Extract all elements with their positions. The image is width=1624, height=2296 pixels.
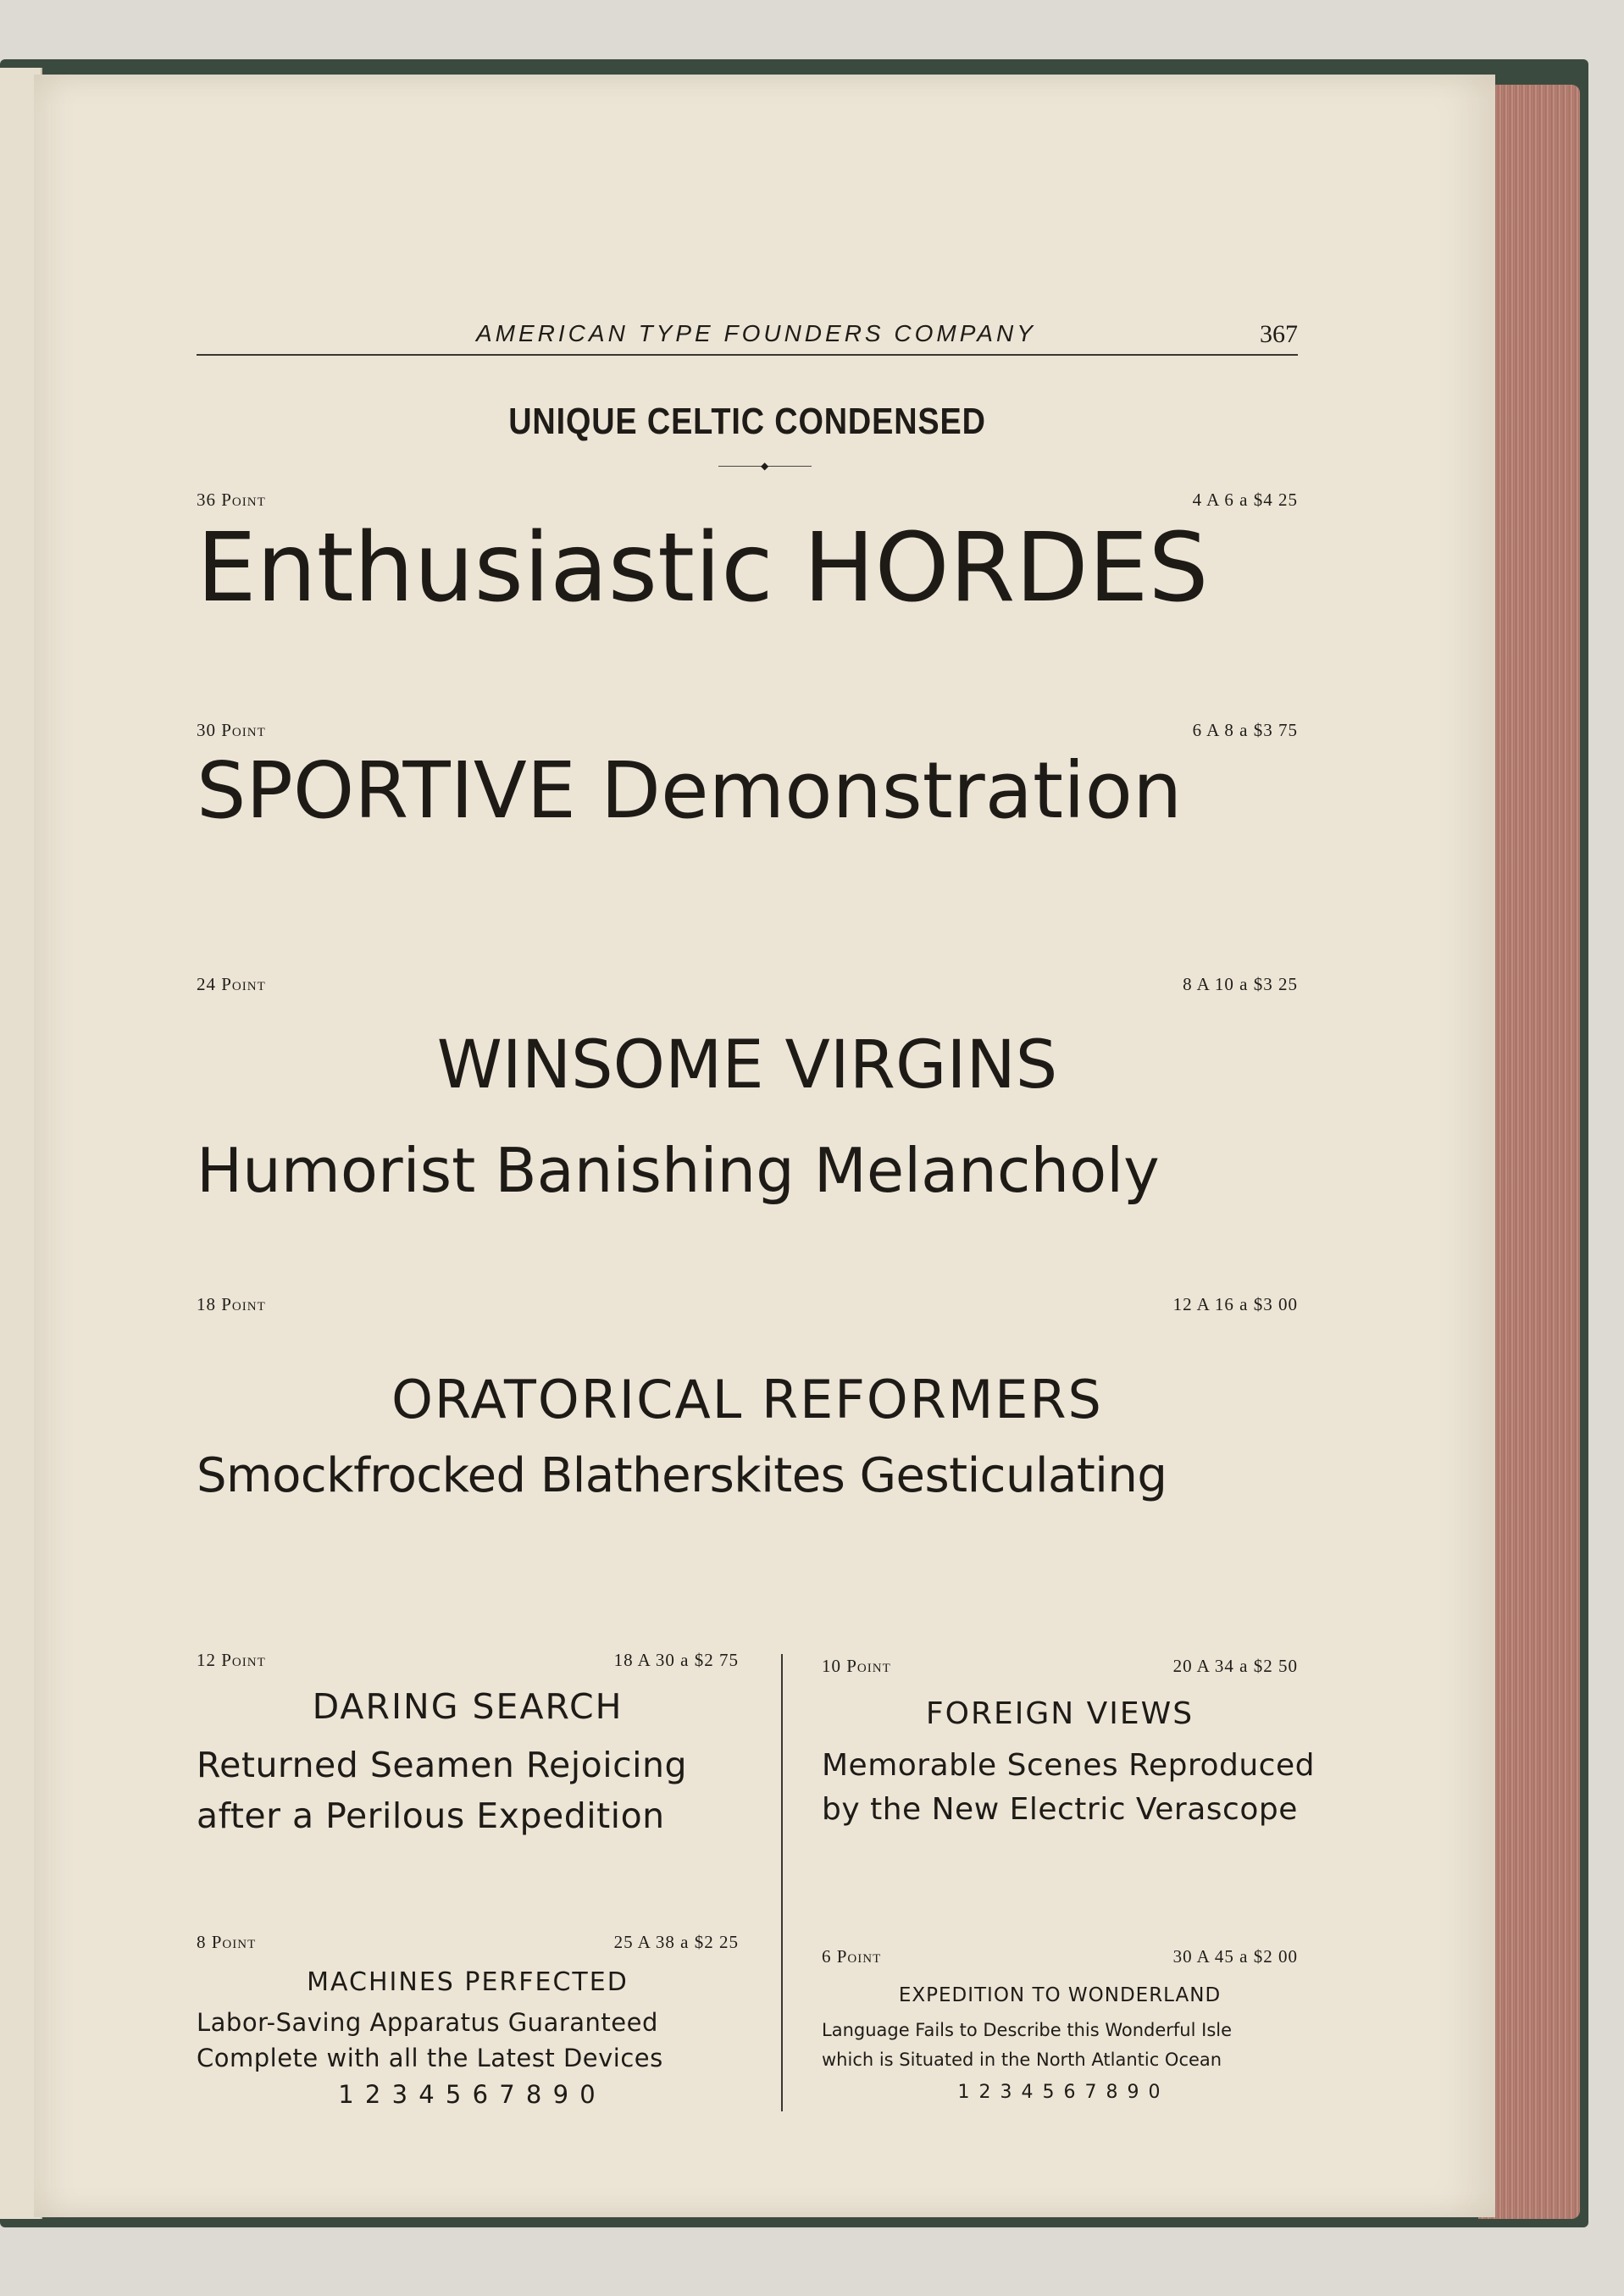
font-price: 20 A 34 a $2 50 [1172, 1656, 1298, 1676]
specimen-numerals: 1 2 3 4 5 6 7 8 9 0 [338, 2080, 597, 2109]
point-size: 12 Point [197, 1650, 266, 1670]
section-title: UNIQUE CELTIC CONDENSED [508, 401, 986, 442]
specimen-line: FOREIGN VIEWS [925, 1696, 1194, 1731]
specimen-line: Complete with all the Latest Devices [197, 2044, 663, 2072]
specimen-line: Memorable Scenes Reproduced [822, 1748, 1315, 1783]
specimen-spec-12 [197, 1650, 739, 1674]
column-divider [781, 1654, 783, 2111]
specimen-spec-10 [822, 1656, 1298, 1679]
specimen-line: SPORTIVE Demonstration [197, 745, 1183, 836]
specimen-line: Humorist Banishing Melancholy [197, 1135, 1160, 1206]
specimen-line: Smockfrocked Blatherskites Gesticulating [197, 1448, 1167, 1503]
point-size: 30 Point [197, 720, 266, 740]
specimen-spec-6 [822, 1946, 1298, 1970]
specimen-line: Labor-Saving Apparatus Guaranteed [197, 2008, 658, 2037]
page-content [197, 244, 1315, 2192]
specimen-spec-36 [197, 490, 1298, 513]
font-price: 8 A 10 a $3 25 [1183, 974, 1298, 994]
font-price: 18 A 30 a $2 75 [613, 1650, 739, 1670]
point-size: 36 Point [197, 490, 266, 510]
specimen-line: DARING SEARCH [312, 1686, 624, 1727]
running-head-title: AMERICAN TYPE FOUNDERS COMPANY [476, 320, 1036, 346]
specimen-spec-24 [197, 974, 1298, 998]
point-size: 6 Point [822, 1946, 882, 1967]
point-size: 8 Point [197, 1932, 257, 1952]
specimen-line: Returned Seamen Rejoicing [197, 1745, 688, 1785]
specimen-line: MACHINES PERFECTED [307, 1967, 629, 1997]
specimen-line: ORATORICAL REFORMERS [391, 1369, 1103, 1430]
specimen-numerals: 1 2 3 4 5 6 7 8 9 0 [957, 2082, 1162, 2103]
point-size: 24 Point [197, 974, 266, 994]
font-price: 25 A 38 a $2 25 [613, 1932, 739, 1952]
specimen-line: which is Situated in the North Atlantic Ocean [822, 2050, 1222, 2070]
book-page [34, 75, 1495, 2217]
point-size: 18 Point [197, 1294, 266, 1314]
specimen-spec-30 [197, 720, 1298, 744]
page-number: 367 [1260, 320, 1298, 348]
specimen-spec-18 [197, 1294, 1298, 1318]
font-price: 4 A 6 a $4 25 [1192, 490, 1298, 510]
font-price: 30 A 45 a $2 00 [1172, 1946, 1298, 1967]
font-price: 12 A 16 a $3 00 [1172, 1294, 1298, 1314]
specimen-line: by the New Electric Verascope [822, 1792, 1298, 1827]
point-size: 10 Point [822, 1656, 891, 1676]
running-head [197, 320, 1298, 356]
specimen-line: after a Perilous Expedition [197, 1795, 665, 1836]
specimen-line: WINSOME VIRGINS [436, 1027, 1058, 1104]
ornament-mark-icon: ◆ [761, 460, 769, 472]
font-price: 6 A 8 a $3 75 [1192, 720, 1298, 740]
specimen-line: Language Fails to Describe this Wonderful Isle [822, 2020, 1233, 2040]
specimen-line: Enthusiastic HORDES [197, 513, 1209, 623]
specimen-spec-8 [197, 1932, 739, 1956]
specimen-line: EXPEDITION TO WONDERLAND [898, 1984, 1222, 2006]
